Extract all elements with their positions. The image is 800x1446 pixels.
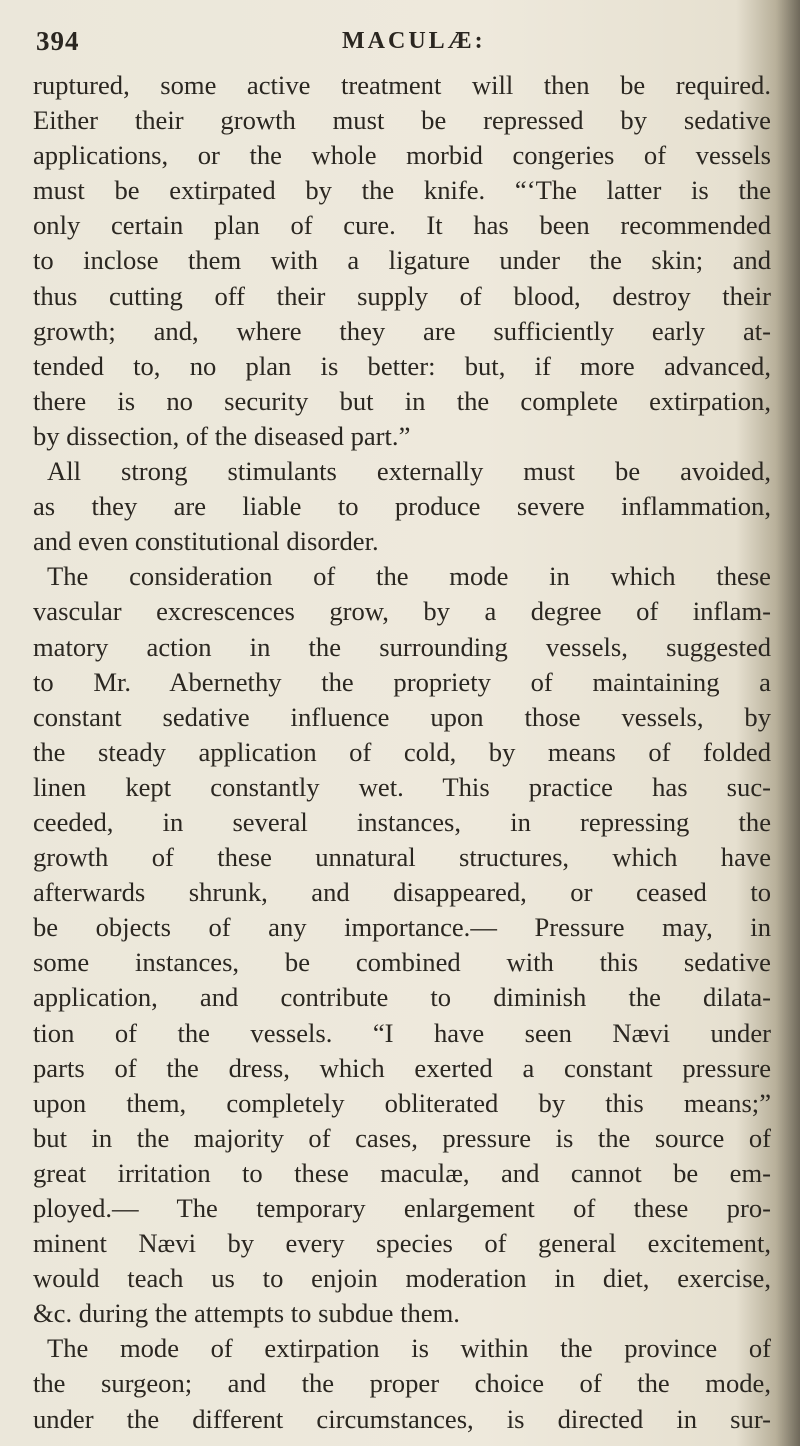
text-line: be objects of any importance.— Pressure may, in <box>33 912 771 943</box>
text-line: Either their growth must be repressed by sedative <box>33 105 771 136</box>
page-number: 394 <box>36 26 80 56</box>
text-line: The mode of extirpation is within the province of <box>47 1333 771 1364</box>
text-line: there is no security but in the complete extirpation, <box>33 385 771 416</box>
page-header <box>30 26 770 62</box>
text-line: ployed.— The temporary enlargement of these pro- <box>33 1193 771 1223</box>
text-line: as they are liable to produce severe inflammation, <box>33 491 771 522</box>
text-line: application, and contribute to diminish the dilata- <box>33 982 771 1013</box>
text-line: growth of these unnatural structures, which have <box>33 842 771 873</box>
text-line: only certain plan of cure. It has been recommended <box>33 210 771 241</box>
text-line: vascular excrescences grow, by a degree of inflam- <box>33 596 771 627</box>
text-line: minent Nævi by every species of general excitement, <box>33 1228 771 1259</box>
text-line: applications, or the whole morbid congeries of vessels <box>33 140 771 171</box>
text-line: great irritation to these maculæ, and cannot be em- <box>33 1157 771 1188</box>
text-line: and even constitutional disorder. <box>33 526 379 557</box>
text-line: would teach us to enjoin moderation in diet, exercise, <box>33 1263 771 1294</box>
body-text <box>33 68 771 1437</box>
text-line: growth; and, where they are sufficiently early at- <box>33 315 771 346</box>
running-head: MACULÆ: <box>342 28 486 54</box>
text-line: upon them, completely obliterated by this means;” <box>33 1087 771 1118</box>
text-line: by dissection, of the diseased part.” <box>33 420 411 451</box>
text-line: under the different circumstances, is directed in sur- <box>33 1403 771 1434</box>
text-line: tended to, no plan is better: but, if more advanced, <box>33 350 771 381</box>
text-line: linen kept constantly wet. This practice has suc- <box>33 771 771 802</box>
text-line: afterwards shrunk, and disappeared, or ceased to <box>33 877 771 908</box>
text-line: parts of the dress, which exerted a constant pressure <box>33 1052 771 1083</box>
text-line: &c. during the attempts to subdue them. <box>33 1298 460 1329</box>
text-line: thus cutting off their supply of blood, destroy their <box>33 280 771 311</box>
text-line: The consideration of the mode in which these <box>47 561 771 592</box>
text-line: the steady application of cold, by means of folded <box>33 736 771 767</box>
text-line: the surgeon; and the proper choice of the mode, <box>33 1368 771 1399</box>
text-line: to inclose them with a ligature under the skin; and <box>33 245 771 276</box>
text-line: ceeded, in several instances, in repressing the <box>33 806 771 837</box>
text-line: All strong stimulants externally must be avoided, <box>47 456 771 487</box>
text-line: to Mr. Abernethy the propriety of maintaining a <box>33 666 771 697</box>
text-line: some instances, be combined with this sedative <box>33 947 771 978</box>
text-line: tion of the vessels. “I have seen Nævi under <box>33 1017 771 1048</box>
text-line: constant sedative influence upon those vessels, by <box>33 701 771 732</box>
text-line: but in the majority of cases, pressure is the source of <box>33 1122 771 1153</box>
text-line: must be extirpated by the knife. “‘The latter is the <box>33 175 771 206</box>
text-line: ruptured, some active treatment will then be required. <box>33 70 771 100</box>
text-line: matory action in the surrounding vessels, suggested <box>33 631 771 662</box>
